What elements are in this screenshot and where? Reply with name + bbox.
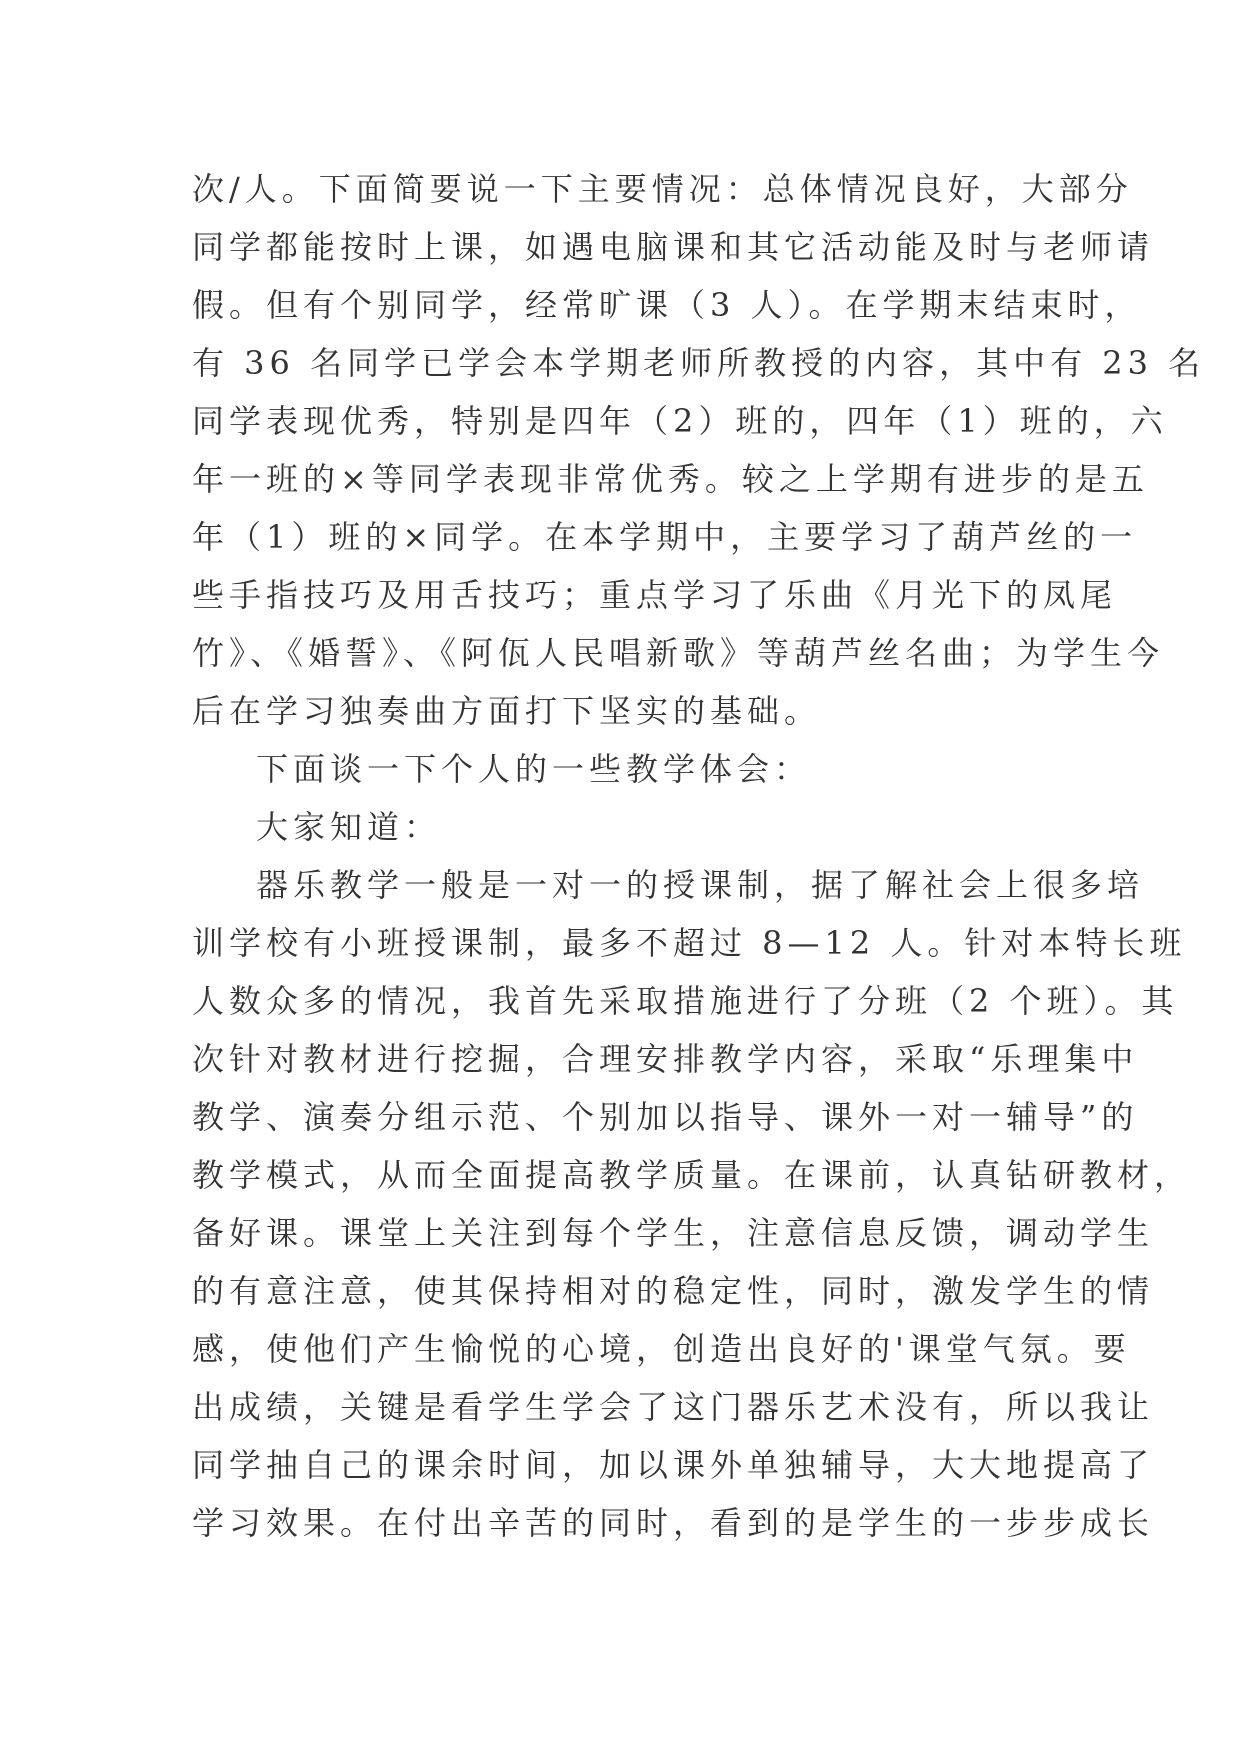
text-line: 学习效果。在付出辛苦的同时，看到的是学生的一步步成长 — [192, 1504, 1155, 1542]
text-line: 训学校有小班授课制，最多不超过 8—12 人。针对本特长班 — [192, 924, 1187, 962]
text-line: 备好课。课堂上关注到每个学生，注意信息反馈，调动学生 — [192, 1214, 1155, 1252]
text-line: 些手指技巧及用舌技巧；重点学习了乐曲《月光下的凤尾 — [192, 576, 1118, 614]
paragraph-line: 下面谈一下个人的一些教学体会： — [256, 750, 812, 788]
text-line: 教学模式，从而全面提高教学质量。在课前，认真钻研教材， — [192, 1156, 1192, 1194]
text-line: 年（1）班的×同学。在本学期中，主要学习了葫芦丝的一 — [192, 518, 1138, 556]
text-line: 出成绩，关键是看学生学会了这门器乐艺术没有，所以我让 — [192, 1388, 1155, 1426]
text-line: 同学表现优秀，特别是四年（2）班的，四年（1）班的，六 — [192, 402, 1168, 440]
text-line: 教学、演奏分组示范、个别加以指导、课外一对一辅导”的 — [192, 1098, 1139, 1136]
text-line: 感，使他们产生愉悦的心境，创造出良好的'课堂气氛。要 — [192, 1330, 1131, 1368]
text-line: 后在学习独奏曲方面打下坚实的基础。 — [192, 692, 822, 730]
text-line: 竹》、《婚誓》、《阿佤人民唱新歌》等葫芦丝名曲；为学生今 — [192, 634, 1165, 672]
text-line: 次针对教材进行挖掘，合理安排教学内容，采取“乐理集中 — [192, 1040, 1139, 1078]
text-line: 年一班的×等同学表现非常优秀。较之上学期有进步的是五 — [192, 460, 1149, 498]
body-text — [192, 160, 1206, 1552]
text-line: 假。但有个别同学，经常旷课（3 人）。在学期末结束时， — [192, 286, 1142, 324]
paragraph-line: 器乐教学一般是一对一的授课制，据了解社会上很多培 — [256, 866, 1145, 904]
text-line: 次/人。下面简要说一下主要情况：总体情况良好，大部分 — [192, 170, 1133, 208]
paragraph-line: 大家知道： — [256, 808, 442, 846]
text-line: 同学都能按时上课，如遇电脑课和其它活动能及时与老师请 — [192, 228, 1155, 266]
text-line: 有 36 名同学已学会本学期老师所教授的内容，其中有 23 名 — [192, 344, 1206, 382]
text-line: 同学抽自己的课余时间，加以课外单独辅导，大大地提高了 — [192, 1446, 1155, 1484]
text-line: 的有意注意，使其保持相对的稳定性，同时，激发学生的情 — [192, 1272, 1155, 1310]
text-line: 人数众多的情况，我首先采取措施进行了分班（2 个班）。其 — [192, 982, 1179, 1020]
